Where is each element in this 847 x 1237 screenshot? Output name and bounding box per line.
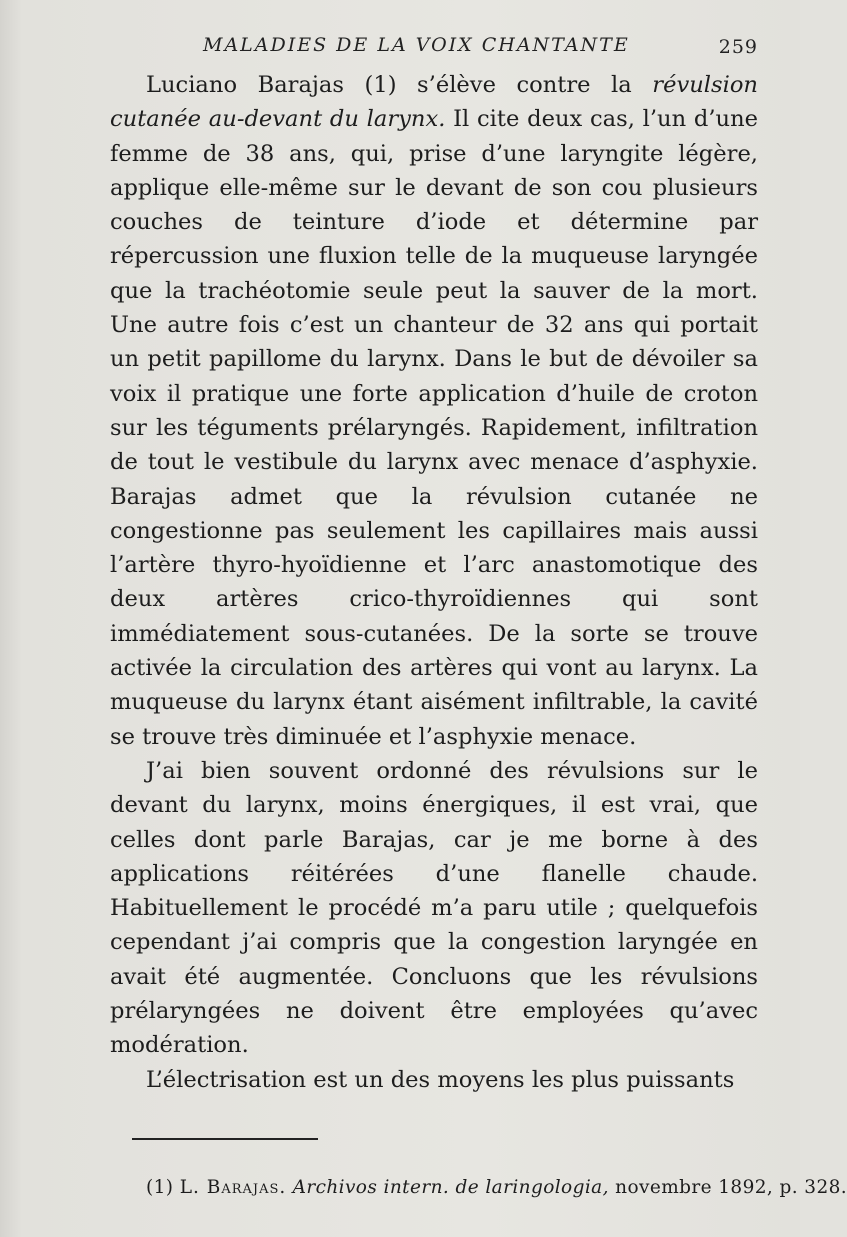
italic-text-segment: révulsion cutanée au-devant du larynx. bbox=[110, 72, 758, 133]
paragraph bbox=[110, 754, 758, 1063]
text-segment: L’électrisation est un des moyens les plus puissants bbox=[146, 1066, 735, 1093]
footnote bbox=[146, 1177, 847, 1198]
page-number: 259 bbox=[718, 36, 758, 58]
footnote-divider bbox=[132, 1138, 318, 1140]
footnote-author: L. Barajas. bbox=[179, 1177, 287, 1198]
paragraph bbox=[110, 68, 758, 754]
running-title: MALADIES DE LA VOIX CHANTANTE bbox=[203, 34, 630, 56]
running-header bbox=[203, 34, 760, 58]
footnote-details: novembre 1892, p. 328. bbox=[608, 1177, 847, 1198]
footnote-marker: (1) bbox=[146, 1177, 180, 1198]
body-text bbox=[110, 68, 758, 1097]
text-segment: Luciano Barajas (1) s’élève contre la bbox=[146, 72, 653, 98]
text-segment: Il cite deux cas, l’un d’une femme de 38 ans, qui, prise d’une laryngite légère, applique elle-même sur le devant de son cou plusieurs couches de teinture d’iode et détermine par répercussion une fluxion telle de la muqueuse laryngée que la trachéotomie seule peut la sauver de la mort. Une autre fois c’est un chanteur de 32 ans qui portait un petit papillome du larynx. Dans le but de dévoiler sa voix il pratique une forte application d’huile de croton sur les téguments prélaryngés. Rapidement, infiltration de tout le vestibule du larynx avec menace d’asphyxie. Barajas admet que la révulsion cutanée ne congestionne pas seulement les capillaires mais aussi l’artère thyro-hyoïdienne et l’arc anastomotique des deux artères crico-thyroïdiennes qui sont immédiatement sous-cutanées. De la sorte se trouve activée la circulation des artères qui vont au larynx. La muqueuse du larynx étant aisément infiltrable, la cavité se trouve très diminuée et l’asphyxie menace. bbox=[110, 106, 758, 750]
footnote-journal: Archivos intern. de laringologia, bbox=[292, 1177, 609, 1198]
paragraph bbox=[110, 1063, 758, 1097]
text-segment: J’ai bien souvent ordonné des révulsions sur le devant du larynx, moins énergiques, il est vrai, que celles dont parle Barajas, car je me borne à des applications réitérées d’une flanelle chaude. Habituellement le procédé m’a paru utile ; quelquefois cependant j’ai compris que la congestion laryngée en avait été augmentée. Concluons que les révulsions prélaryngées ne doivent être employées qu’avec modération. bbox=[110, 757, 758, 1059]
